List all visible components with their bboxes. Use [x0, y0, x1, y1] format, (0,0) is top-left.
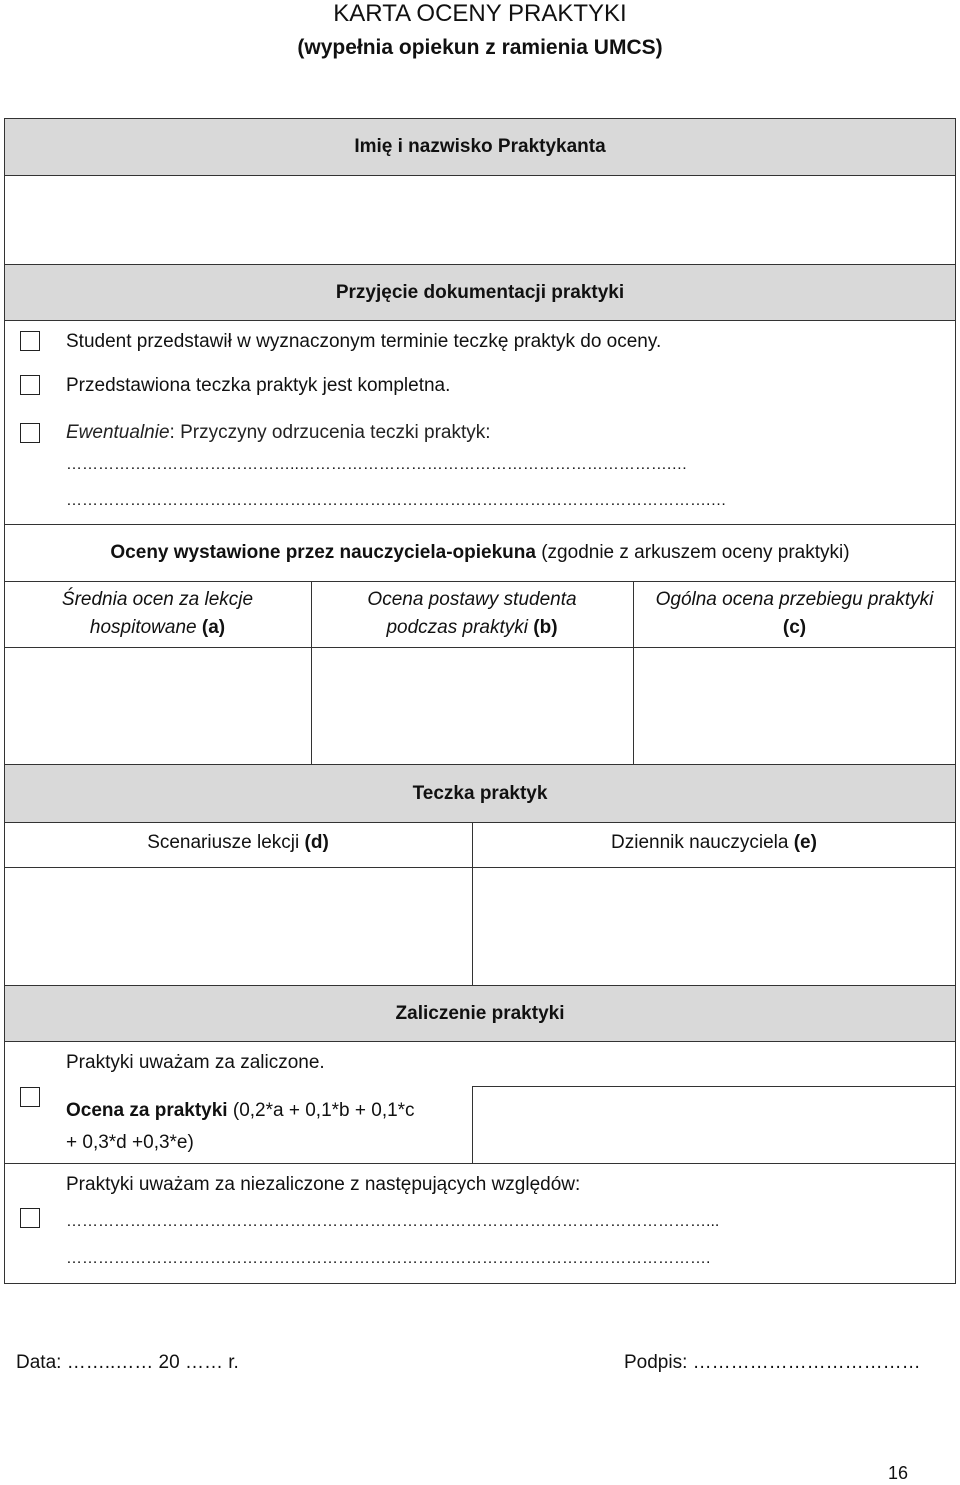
item-portfolio-complete: Przedstawiona teczka praktyk jest kompletna.	[66, 375, 451, 396]
portfolio-col-e-label: Dziennik nauczyciela	[611, 832, 794, 853]
grade-b-field[interactable]	[312, 648, 632, 764]
grade-a-field[interactable]	[5, 648, 310, 764]
passed-statement: Praktyki uważam za zaliczone.	[66, 1052, 325, 1073]
checkbox-portfolio-complete[interactable]	[20, 375, 40, 395]
documentation-header	[4, 264, 956, 321]
documentation-heading: Przyjęcie dokumentacji praktyki	[335, 281, 625, 303]
final-grade-bold: Ocena za praktyki	[66, 1100, 228, 1121]
student-name-label: Imię i nazwisko Praktykanta	[354, 136, 606, 157]
portfolio-col-d-header	[4, 831, 472, 855]
checkbox-passed[interactable]	[20, 1087, 40, 1107]
item-rejection-italic: Ewentualnie	[66, 422, 170, 443]
grade-col-b-tag: (b)	[533, 617, 558, 638]
grade-col-b-line2: podczas praktyki	[386, 617, 528, 638]
page-subtitle: (wypełnia opiekun z ramienia UMCS)	[297, 36, 663, 59]
completion-header	[4, 985, 956, 1042]
portfolio-col-d-label: Scenariusze lekcji	[147, 832, 305, 853]
portfolio-col-d-tag: (d)	[304, 832, 329, 853]
grade-col-b-line1: Ocena postawy studenta	[367, 589, 577, 610]
grades-header	[4, 524, 956, 582]
signature-field[interactable]: Podpis: ………………………………	[624, 1352, 921, 1373]
grade-col-c-tag: (c)	[782, 617, 807, 638]
final-grade-formula-1: (0,2*a + 0,1*b + 0,1*c	[227, 1100, 415, 1121]
grade-e-field[interactable]	[473, 868, 955, 985]
grades-heading-bold: Oceny wystawione przez nauczyciela-opiekuna	[110, 542, 536, 563]
grade-col-b-header	[311, 586, 633, 642]
completion-heading: Zaliczenie praktyki	[395, 1003, 565, 1024]
grades-heading-rest: (zgodnie z arkuszem oceny praktyki)	[535, 542, 850, 563]
page-number: 16	[888, 1463, 909, 1483]
failed-statement: Praktyki uważam za niezaliczone z następujących względów:	[66, 1174, 581, 1195]
date-field[interactable]: Data: ……..…… 20 …… r.	[16, 1352, 239, 1373]
item-rejection-rest: : Przyczyny odrzucenia teczki praktyk:	[169, 422, 491, 443]
failed-dots-line-2[interactable]: ………………………………………………………………………………………………………….	[66, 1250, 711, 1267]
portfolio-col-e-tag: (e)	[793, 832, 817, 853]
grade-c-field[interactable]	[634, 648, 955, 764]
item-rejection-reasons	[66, 421, 491, 445]
final-grade-formula-2: + 0,3*d +0,3*e)	[66, 1132, 194, 1153]
final-grade-field[interactable]	[472, 1086, 956, 1164]
portfolio-header	[4, 764, 956, 823]
student-name-field[interactable]	[4, 175, 956, 265]
item-submitted-on-time: Student przedstawił w wyznaczonym terminie teczkę praktyk do oceny.	[66, 331, 662, 352]
portfolio-col-e-header	[472, 831, 956, 855]
grade-col-a-line2: hospitowane	[89, 617, 197, 638]
grade-col-c-header	[633, 586, 956, 642]
grade-col-c-line1: Ogólna ocena przebiegu praktyki	[655, 589, 934, 610]
page-title: KARTA OCENY PRAKTYKI	[333, 0, 627, 27]
grade-d-field[interactable]	[5, 868, 471, 985]
rejection-dots-line-2[interactable]: ………………………………………………………………………………………………………….…	[66, 492, 727, 509]
portfolio-heading: Teczka praktyk	[412, 782, 548, 804]
student-name-header	[4, 118, 956, 176]
rejection-dots-line-1[interactable]: ……………………………………..…………………………………………………………….…	[66, 456, 688, 473]
grade-col-a-tag: (a)	[201, 617, 226, 638]
checkbox-rejection-reasons[interactable]	[20, 423, 40, 443]
grade-col-a-line1: Średnia ocen za lekcje	[61, 589, 254, 610]
failed-dots-line-1[interactable]: …………………………………………………………………………………………………………...	[66, 1213, 720, 1230]
grade-col-a-header	[4, 586, 311, 642]
checkbox-submitted-on-time[interactable]	[20, 331, 40, 351]
checkbox-failed[interactable]	[20, 1208, 40, 1228]
final-grade-label	[66, 1095, 415, 1159]
